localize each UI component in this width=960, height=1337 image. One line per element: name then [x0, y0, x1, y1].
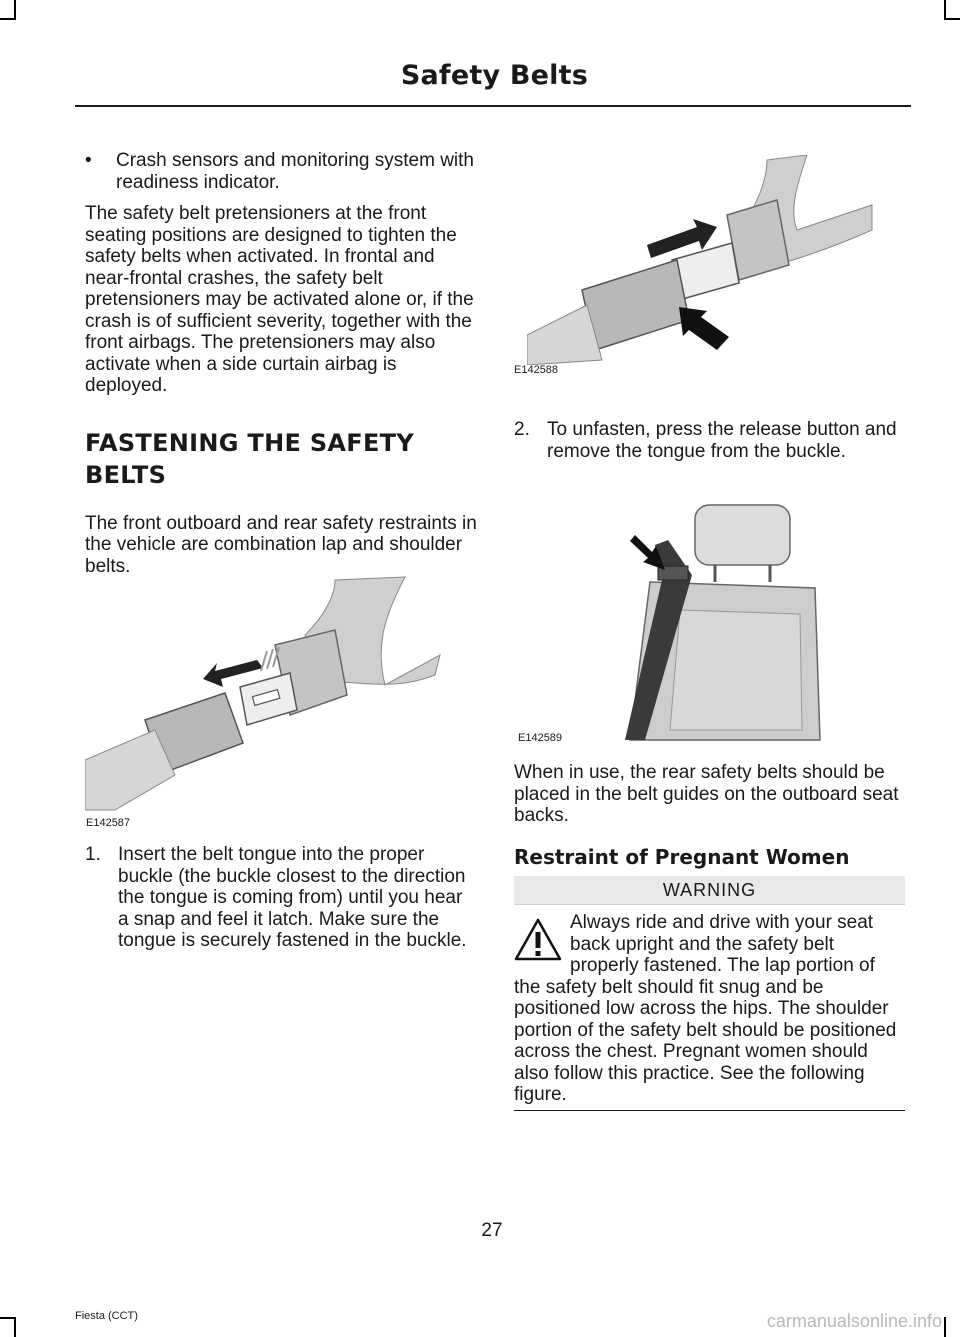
step-2 [514, 419, 906, 462]
step-number: 2. [514, 419, 530, 440]
crop-mark [944, 18, 960, 20]
section-heading-line2: BELTS [85, 460, 167, 489]
footer-model: Fiesta (CCT) [75, 1310, 138, 1322]
crop-mark [14, 1317, 16, 1337]
warning-triangle-icon [514, 918, 562, 962]
seat-belt-guide-illustration [610, 500, 830, 745]
figure-code: E142588 [514, 364, 559, 376]
page-number: 27 [481, 1220, 503, 1241]
bullet-marker: • [85, 150, 92, 171]
combination-belts-paragraph: The front outboard and rear safety restraints in the vehicle are combination lap and shoulder belts. [85, 512, 477, 577]
figure-belt-guide [610, 500, 830, 745]
watermark: carmanualsonline.info [766, 1311, 942, 1331]
figure-code: E142589 [518, 732, 563, 744]
step-number: 1. [85, 844, 101, 865]
crop-mark [944, 0, 946, 20]
warning-text: Always ride and drive with your seat back upright and the safety belt properly fastened. The lap portion of the safety belt should fit snug and be positioned low across the hips. The shoulder portion of the safety belt should be positioned across the chest. Pregnant women should also follow this practice. See the following figure. [514, 912, 897, 1105]
rear-belts-block [514, 762, 906, 869]
rear-belts-paragraph: When in use, the rear safety belts should be placed in the belt guides on the outboard seat backs. [514, 762, 899, 826]
buckle-release-illustration [527, 155, 877, 365]
page-title: Safety Belts [400, 60, 588, 91]
title-rule [75, 105, 911, 107]
section-heading-line1: FASTENING THE SAFETY [85, 428, 415, 457]
warning-body [514, 912, 906, 1106]
seat-panel [670, 610, 802, 730]
section-heading [85, 427, 477, 491]
numbered-step [85, 844, 477, 952]
numbered-step [514, 419, 906, 462]
buckle-body [582, 260, 689, 350]
figure-release-button [527, 155, 877, 365]
buckle-insert-illustration [85, 575, 445, 815]
crop-mark [0, 18, 16, 20]
pretensioner-paragraph: The safety belt pretensioners at the front seating positions are designed to tighten the safety belts when activated. In frontal and near-frontal crashes, the safety belt pretensioners may be activated alone or, if the crash is of sufficient severity, together with the front airbags. The pretensioners may also activate when a side curtain airbag is deployed. [85, 203, 474, 396]
crop-mark [0, 1317, 16, 1319]
warning-rule [514, 1110, 905, 1111]
bullet-text: Crash sensors and monitoring system with readiness indicator. [116, 150, 474, 193]
figure-code: E142587 [86, 817, 131, 829]
press-arrow [679, 307, 729, 350]
step-text: Insert the belt tongue into the proper buckle (the buckle closest to the direction the tongue is coming from) until you hear a snap and feel it latch. Make sure the tongue is securely fastened in the buckle. [118, 844, 467, 951]
step-text: To unfasten, press the release button and remove the tongue from the buckle. [547, 419, 897, 462]
crop-mark [944, 1317, 946, 1337]
warning-label: WARNING [514, 876, 905, 905]
left-column [85, 150, 477, 577]
figure-insert-tongue [85, 575, 445, 815]
subheading-pregnant-women: Restraint of Pregnant Women [514, 844, 850, 869]
headrest [695, 505, 790, 565]
crop-mark [14, 0, 16, 20]
step-1 [85, 844, 477, 952]
bullet-item [85, 150, 477, 193]
